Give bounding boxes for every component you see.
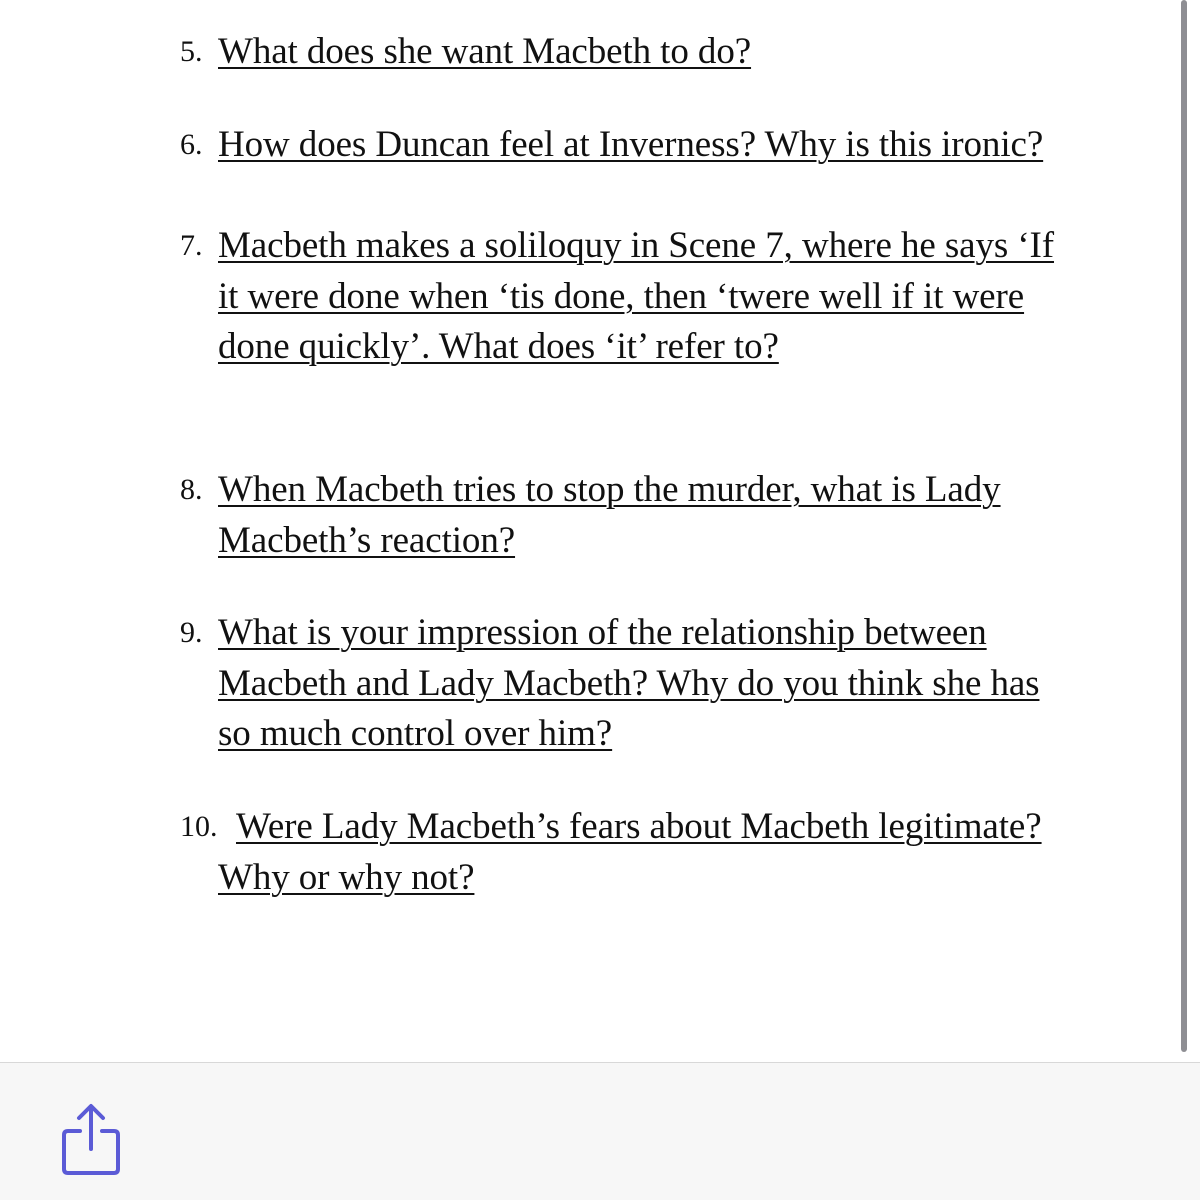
question-8	[180, 465, 1060, 566]
share-icon	[58, 1101, 124, 1177]
question-text: Were Lady Macbeth’s fears about Macbeth legitimate? Why or why not?	[218, 806, 1042, 898]
question-text: Macbeth makes a soliloquy in Scene 7, where he says ‘If it were done when ‘tis done, then ‘twere well if it were done quickly’. What does ‘it’ refer to?	[218, 225, 1054, 367]
question-text: What does she want Macbeth to do?	[218, 31, 752, 72]
question-number: 7.	[180, 229, 203, 262]
bottom-toolbar	[0, 1062, 1200, 1200]
question-number: 8.	[180, 473, 203, 506]
question-text: How does Duncan feel at Inverness? Why is this ironic?	[218, 124, 1044, 165]
question-7	[180, 221, 1060, 373]
question-9	[180, 608, 1060, 760]
question-number: 5.	[180, 35, 203, 68]
question-text: What is your impression of the relationship between Macbeth and Lady Macbeth? Why do you think she has so much control over him?	[218, 612, 1040, 754]
scrollbar-thumb[interactable]	[1181, 0, 1187, 1052]
question-5	[180, 27, 1060, 78]
question-6	[180, 120, 1060, 171]
question-10	[180, 802, 1060, 903]
share-button[interactable]	[58, 1101, 124, 1177]
vertical-scrollbar[interactable]	[1180, 0, 1188, 1062]
question-text: When Macbeth tries to stop the murder, what is Lady Macbeth’s reaction?	[218, 469, 1001, 561]
question-number: 6.	[180, 128, 203, 161]
question-number: 9.	[180, 616, 203, 649]
question-number: 10.	[180, 810, 218, 843]
